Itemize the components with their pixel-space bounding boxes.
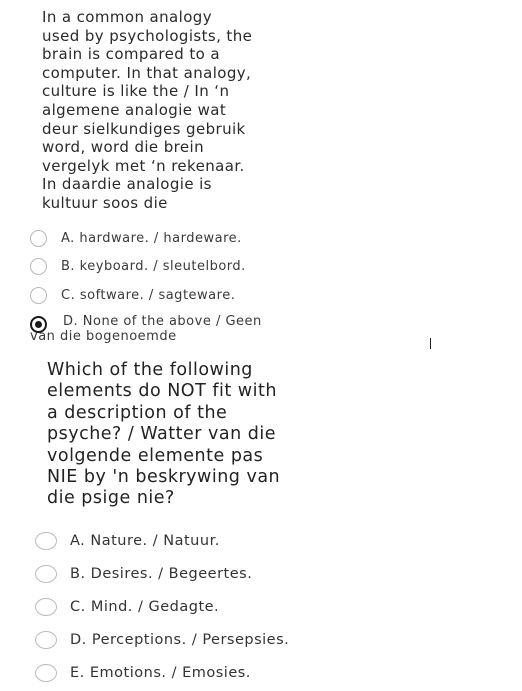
q2-option-d[interactable]: [35, 623, 395, 656]
option-label: B. Desires. / Begeertes.: [70, 565, 253, 582]
radio-button[interactable]: [35, 565, 57, 583]
q1-option-c[interactable]: [30, 281, 360, 310]
option-label: A. Nature. / Natuur.: [70, 532, 220, 549]
q2-option-c[interactable]: [35, 590, 395, 623]
radio-button[interactable]: [35, 532, 57, 550]
radio-button[interactable]: [30, 258, 47, 275]
option-label: C. Mind. / Gedagte.: [70, 598, 220, 615]
radio-button[interactable]: [30, 230, 47, 247]
option-label: B. keyboard. / sleutelbord.: [61, 259, 246, 275]
question-2-text: Which of the following elements do NOT fit with a description of the psyche? / Watter van die volgende elemente pas NIE by 'n beskrywing van die psige nie?: [47, 360, 281, 509]
question-1-options: [30, 224, 360, 350]
question-2-options: [35, 524, 395, 689]
radio-button[interactable]: [35, 598, 57, 616]
q2-option-b[interactable]: [35, 557, 395, 590]
option-label: E. Emotions. / Emosies.: [70, 664, 251, 681]
q2-option-a[interactable]: [35, 524, 395, 557]
q2-option-e[interactable]: [35, 656, 395, 689]
q1-option-a[interactable]: [30, 224, 360, 253]
option-label: C. software. / sagteware.: [61, 287, 236, 303]
text-cursor-icon: [430, 338, 431, 349]
option-label: A. hardware. / hardeware.: [61, 230, 242, 246]
q1-option-b[interactable]: [30, 253, 360, 282]
option-label: D. None of the above / Geen van die bogenoemde: [30, 313, 262, 344]
radio-button[interactable]: [35, 664, 57, 682]
radio-button[interactable]: [35, 631, 57, 649]
question-1-text: In a common analogy used by psychologists, the brain is compared to a computer. In that analogy, culture is like the / In ‘n algemene analogie wat deur sielkundiges gebruik word, word die brein vergelyk met ‘n rekenaar. In daardie analogie is kultuur soos die: [42, 8, 253, 212]
option-label: D. Perceptions. / Persepsies.: [70, 631, 290, 648]
q1-option-d[interactable]: [30, 310, 360, 350]
radio-button[interactable]: [30, 287, 47, 304]
